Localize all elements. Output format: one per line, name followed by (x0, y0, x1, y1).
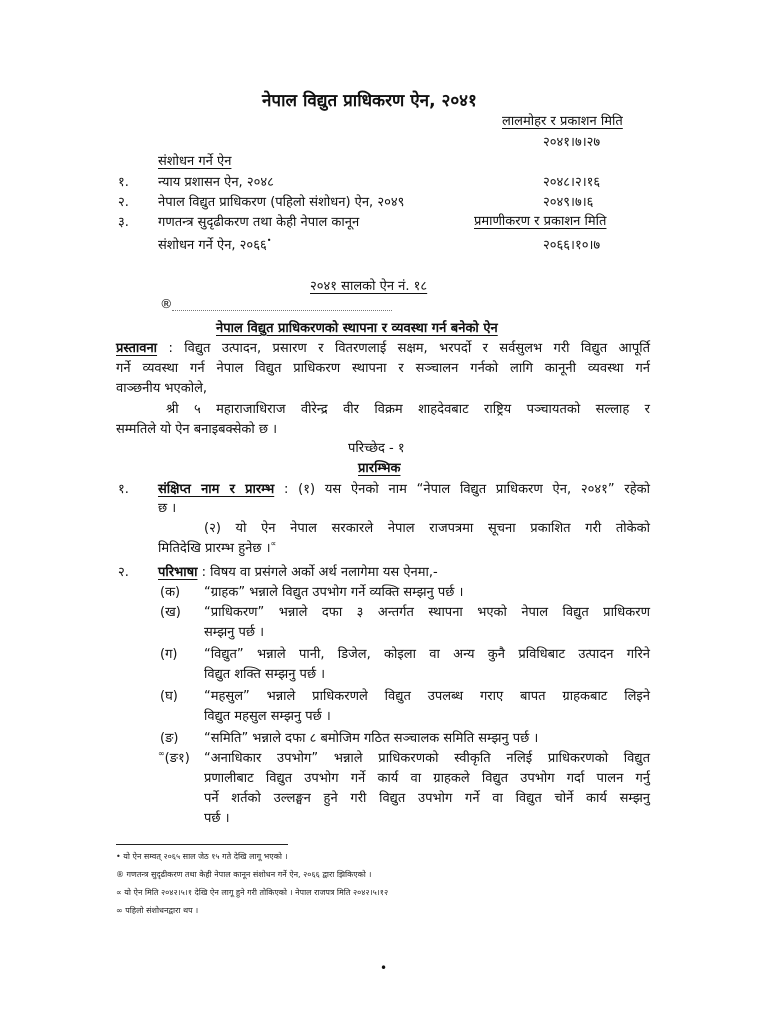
chapter-label: परिच्छेद - १ (348, 441, 405, 456)
footnote-mark: ∞ (116, 906, 123, 915)
amendment-date: २०६६।१०।७ (543, 238, 601, 253)
clause-line: “विद्युत” भन्नाले पानी, डिजेल, कोइला वा अन्य कुनै प्रविधिबाट उत्पादन गरिने (204, 647, 650, 662)
footnote-mark: • (116, 852, 121, 861)
amendment-date: २०४८।२।१६ (543, 175, 601, 190)
footnote: ® गणतन्त्र सुदृढीकरण तथा केही नेपाल कानून संशोधन गर्ने ऐन, २०६६ द्वारा झिकिएको । (116, 870, 372, 879)
footnote-separator (116, 844, 288, 845)
amendment-date: २०४९।७।६ (543, 195, 594, 210)
footnote: ∝ यो ऐन मिति २०४२।५।१ देखि ऐन लागू हुने गरी तोकिएको । नेपाल राजपत्र मिति २०४२।५।१२ (116, 888, 389, 897)
act-heading: नेपाल विद्युत प्राधिकरणको स्थापना र व्यवस्था गर्न बनेको ऐन (216, 321, 498, 336)
enactment-line: सम्मतिले यो ऐन बनाइबक्सेको छ । (116, 422, 278, 437)
clause-line: सम्झनु पर्छ । (204, 625, 265, 640)
section-line: छ । (158, 501, 177, 516)
clause-line: “महसुल” भन्नाले प्राधिकरणले विद्युत उपलब्ध गराए बापत ग्राहकबाट लिइने (204, 689, 650, 704)
registered-mark: ® (160, 296, 173, 311)
amendment-name: न्याय प्रशासन ऐन, २०४८ (158, 175, 274, 190)
amendment-number: १. (118, 175, 129, 190)
clause-label: (घ) (160, 689, 178, 704)
preamble-line: वाञ्छनीय भएकोले, (116, 381, 208, 396)
clause-line: “अनाधिकार उपभोग” भन्नाले प्राधिकरणको स्वीकृति नलिई प्राधिकरणको विद्युत (204, 751, 650, 766)
section-number: २. (118, 565, 129, 580)
promulgation-date: २०४१।७।२७ (543, 135, 601, 150)
act-number: २०४१ सालको ऐन नं. १८ (310, 279, 428, 294)
section-line: परिभाषा : विषय वा प्रसंगले अर्को अर्थ नलागेमा यस ऐनमा,- (158, 565, 438, 580)
clause-label: ∞(ङ१) (158, 749, 190, 766)
document-title: नेपाल विद्युत प्राधिकरण ऐन, २०४१ (262, 91, 477, 111)
clause-line: “समिति” भन्नाले दफा ८ बमोजिम गठित सञ्चालक समिति सम्झनु पर्छ । (204, 731, 539, 746)
footnote: • यो ऐन सम्वत् २०६५ साल जेठ १५ गते देखि लागू भएको । (116, 852, 288, 861)
footnote-mark: ® (116, 870, 124, 879)
amendment-heading: संशोधन गर्ने ऐन (158, 154, 232, 169)
amendment-name-continued: संशोधन गर्ने ऐन, २०६६• (158, 236, 272, 253)
chapter-title: प्रारम्भिक (358, 461, 401, 476)
footnote-ref-infinity: ∞ (158, 749, 165, 758)
preamble-line: गर्ने व्यवस्था गर्न नेपाल विद्युत प्राधिकरण स्थापना र सञ्चालन गर्नको लागि कानूनी व्यवस्था गर्न (116, 361, 650, 376)
preamble-label: प्रस्तावना (116, 341, 158, 356)
clause-line: विद्युत शक्ति सम्झनु पर्छ । (204, 667, 326, 682)
amendment-number: ३. (118, 215, 129, 230)
clause-label: (ङ) (160, 731, 179, 746)
section-line: संक्षिप्त नाम र प्रारम्भ : (१) यस ऐनको नाम “नेपाल विद्युत प्राधिकरण ऐन, २०४१” रहेको (158, 482, 650, 497)
page-marker: • (380, 961, 388, 975)
clause-label: (ख) (160, 605, 181, 620)
footnote: ∞ पहिलो संशोधनद्वारा थप । (116, 906, 199, 915)
clause-line: “ग्राहक” भन्नाले विद्युत उपभोग गर्ने व्यक्ति सम्झनु पर्छ । (204, 585, 464, 600)
clause-line: “प्राधिकरण” भन्नाले दफा ३ अन्तर्गत स्थापना भएको नेपाल विद्युत प्राधिकरण (204, 605, 650, 620)
section-number: १. (118, 482, 129, 497)
clause-line: विद्युत महसुल सम्झनु पर्छ । (204, 709, 331, 724)
enactment-line: श्री ५ महाराजाधिराज वीरेन्द्र वीर विक्रम शाहदेवबाट राष्ट्रिय पञ्चायतको सल्लाह र (166, 402, 650, 417)
section-heading: संक्षिप्त नाम र प्रारम्भ (158, 482, 275, 497)
amendment-number: २. (118, 195, 129, 210)
amendment-name: नेपाल विद्युत प्राधिकरण (पहिलो संशोधन) ऐन, २०४९ (158, 195, 405, 210)
clause-line: पर्छ । (204, 811, 230, 826)
subsection-line: (२) यो ऐन नेपाल सरकारले नेपाल राजपत्रमा सूचना प्रकाशित गरी तोकेको (204, 521, 650, 536)
footnote-ref-bullet: • (266, 236, 272, 245)
subsection-line: मितिदेखि प्रारम्भ हुनेछ ।∝ (158, 539, 277, 556)
footnote-ref-proportional: ∝ (270, 539, 277, 548)
dotted-line (172, 310, 392, 311)
clause-label: (ग) (160, 647, 178, 662)
section-heading: परिभाषा (158, 565, 198, 580)
amendment-name: गणतन्त्र सुदृढीकरण तथा केही नेपाल कानून (158, 215, 360, 230)
clause-label: (क) (160, 585, 181, 600)
promulgation-heading: लालमोहर र प्रकाशन मिति (502, 114, 623, 129)
authentication-heading: प्रमाणीकरण र प्रकाशन मिति (474, 214, 607, 229)
footnote-mark: ∝ (116, 888, 122, 897)
clause-line: पर्ने शर्तको उल्लङ्घन हुने गरी विद्युत उपभोग गर्ने वा विद्युत चोर्ने कार्य सम्झनु (204, 791, 650, 806)
preamble-line: प्रस्तावना : विद्युत उत्पादन, प्रसारण र वितरणलाई सक्षम, भरपर्दो र सर्वसुलभ गरी विद्युत आपूर्ति (116, 341, 650, 356)
clause-line: प्रणालीबाट विद्युत उपभोग गर्ने कार्य वा ग्राहकले विद्युत उपभोग गर्दा पालन गर्नु (204, 771, 650, 786)
